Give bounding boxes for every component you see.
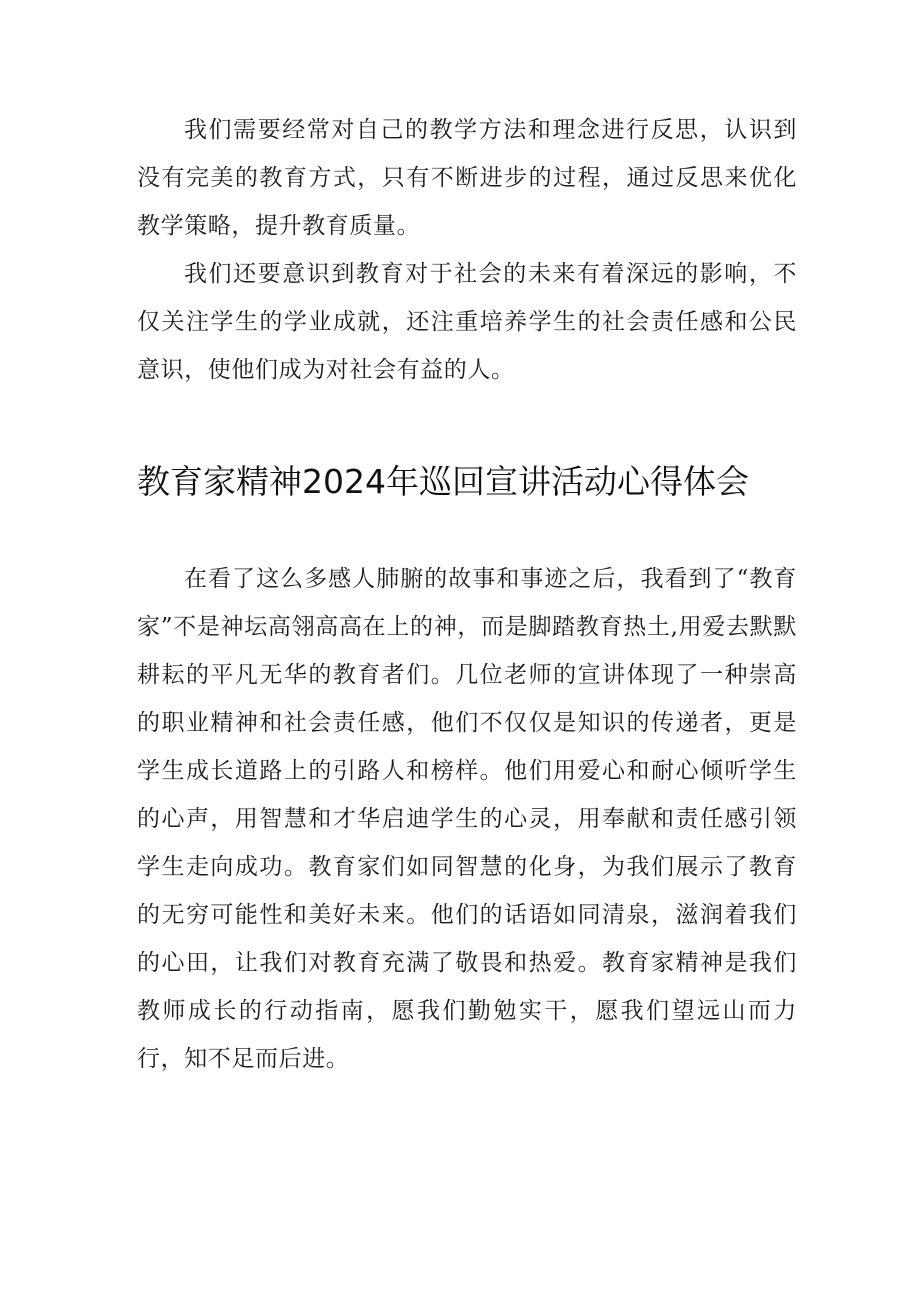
paragraph-reflection: 我们需要经常对自己的教学方法和理念进行反思，认识到没有完美的教育方式，只有不断进步的过程，通过反思来优化教学策略，提升教育质量。: [137, 117, 797, 239]
paragraph-reflection-body: 在看了这么多感人肺腑的故事和事迹之后，我看到了“教育家”不是神坛高翎高高在上的神，而是脚踏教育热土,用爱去默默耕耘的平凡无华的教育者们。几位老师的宣讲体现了一种崇高的职业精神和社会责任感，他们不仅仅是知识的传递者，更是学生成长道路上的引路人和榜样。他们用爱心和耐心倾听学生的心声，用智慧和才华启迪学生的心灵，用奉献和责任感引领学生走向成功。教育家们如同智慧的化身，为我们展示了教育的无穷可能性和美好未来。他们的话语如同清泉，滋润着我们的心田，让我们对教育充满了敬畏和热爱。教育家精神是我们教师成长的行动指南，愿我们勤勉实干，愿我们望远山而力行，知不足而后进。: [137, 566, 797, 1072]
section-heading: 教育家精神2024年巡回宣讲活动心得体会: [137, 462, 749, 501]
paragraph-social-impact: 我们还要意识到教育对于社会的未来有着深远的影响，不仅关注学生的学业成就，还注重培养学生的社会责任感和公民意识，使他们成为对社会有益的人。: [137, 261, 797, 383]
